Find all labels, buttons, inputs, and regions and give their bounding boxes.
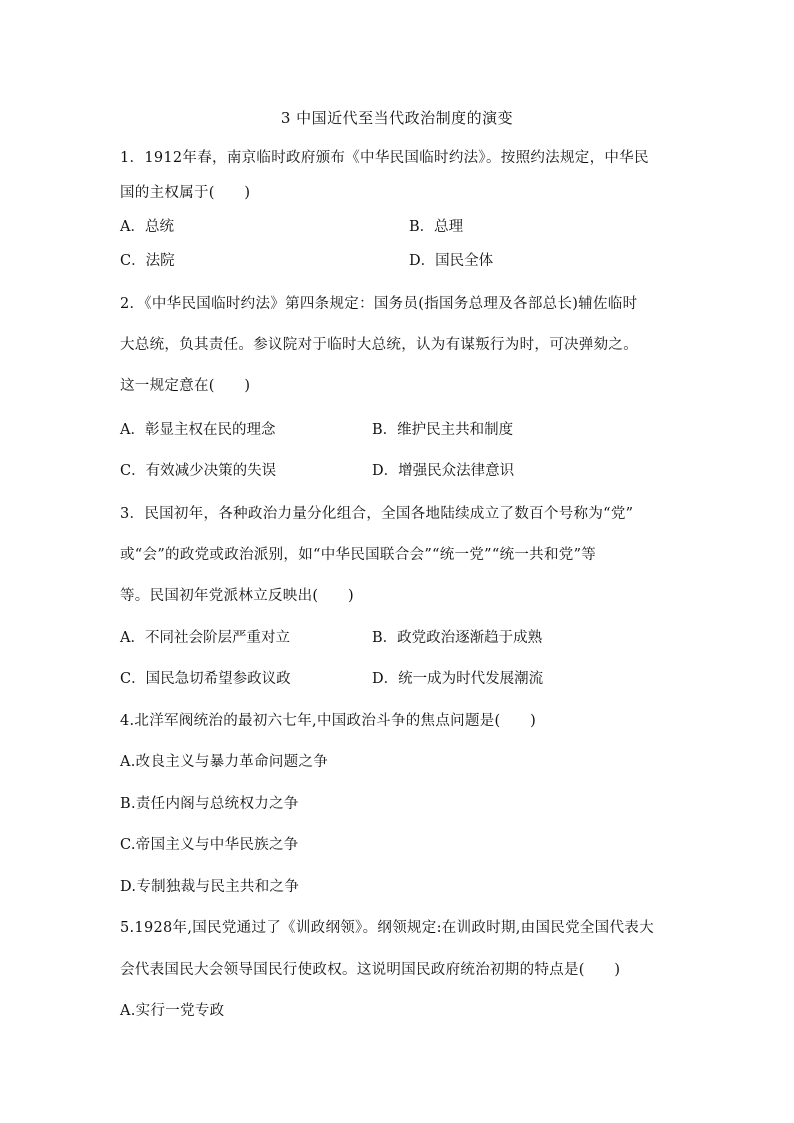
q4-option-d: D.专制独裁与民主共和之争 bbox=[120, 879, 300, 895]
q4-stem-line1: 4.北洋军阀统治的最初六七年,中国政治斗争的焦点问题是( ) bbox=[120, 713, 537, 729]
q3-option-b: B．政党政治逐渐趋于成熟 bbox=[372, 630, 543, 646]
q1-option-c: C．法院 bbox=[120, 253, 175, 269]
q3-stem-line3: 等。民国初年党派林立反映出( ) bbox=[120, 588, 354, 604]
q3-option-d: D．统一成为时代发展潮流 bbox=[372, 671, 544, 687]
q2-option-a: A．彰显主权在民的理念 bbox=[120, 422, 276, 438]
q5-stem-line1: 5.1928年,国民党通过了《训政纲领》。纲领规定:在训政时期,由国民党全国代表大 bbox=[120, 920, 654, 936]
q2-option-b: B．维护民主共和制度 bbox=[372, 422, 514, 438]
q3-option-a: A．不同社会阶层严重对立 bbox=[120, 630, 290, 646]
q2-option-c: C．有效减少决策的失误 bbox=[120, 463, 277, 479]
q1-stem-line2: 国的主权属于( ) bbox=[120, 185, 251, 201]
q1-option-a: A．总统 bbox=[120, 219, 174, 235]
q4-option-b: B.责任内阁与总统权力之争 bbox=[120, 796, 299, 812]
q4-option-a: A.改良主义与暴力革命问题之争 bbox=[120, 754, 329, 770]
q2-stem-line2: 大总统，负其责任。参议院对于临时大总统，认为有谋叛行为时，可决弹劾之。 bbox=[120, 337, 638, 353]
q3-stem-line2: 或“会”的政党或政治派别，如“中华民国联合会”“统一党”“统一共和党”等 bbox=[120, 547, 597, 563]
document-title: 3 中国近代至当代政治制度的演变 bbox=[280, 109, 514, 127]
q1-option-b: B．总理 bbox=[409, 219, 464, 235]
q3-option-c: C．国民急切希望参政议政 bbox=[120, 671, 291, 687]
q1-option-d: D．国民全体 bbox=[409, 253, 494, 269]
q2-option-d: D．增强民众法律意识 bbox=[372, 463, 515, 479]
q4-option-c: C.帝国主义与中华民族之争 bbox=[120, 837, 299, 853]
q2-stem-line3: 这一规定意在( ) bbox=[120, 378, 251, 394]
q1-stem-line1: 1．1912年春，南京临时政府颁布《中华民国临时约法》。按照约法规定，中华民 bbox=[120, 150, 649, 166]
q5-stem-line2: 会代表国民大会领导国民行使政权。这说明国民政府统治初期的特点是( ) bbox=[120, 962, 621, 978]
q2-stem-line1: 2．《中华民国临时约法》第四条规定：国务员(指国务总理及各部总长)辅佐临时 bbox=[120, 296, 638, 312]
q5-option-a: A.实行一党专政 bbox=[120, 1003, 225, 1019]
q3-stem-line1: 3．民国初年，各种政治力量分化组合，全国各地陆续成立了数百个号称为“党” bbox=[120, 506, 634, 522]
